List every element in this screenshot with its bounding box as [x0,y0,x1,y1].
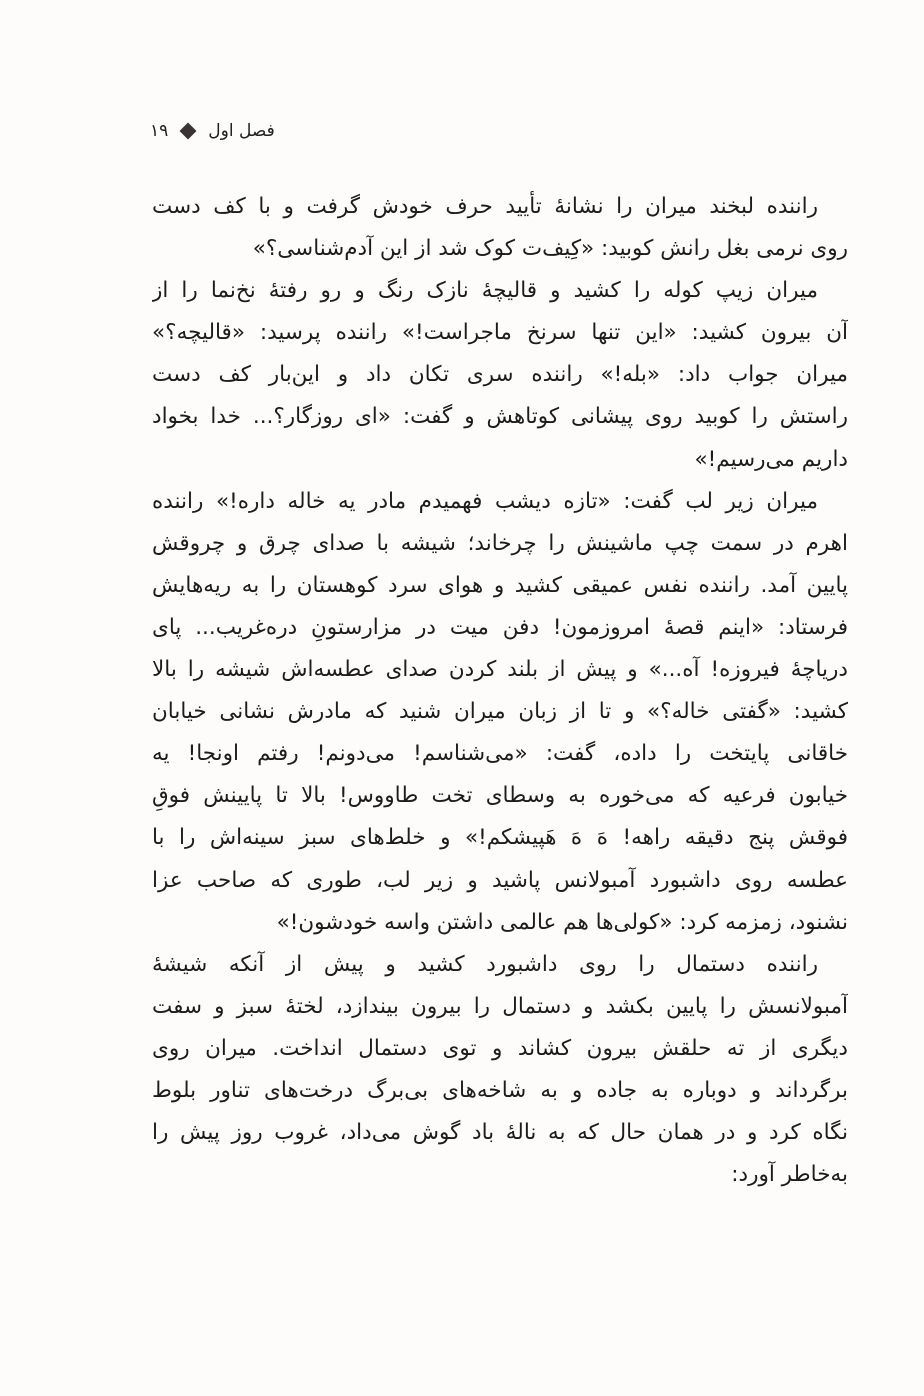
text-line: خاقانی پایتخت را داده، گفت: «می‌شناسم! می‌دونم! رفتم اونجا! یه [152,741,848,767]
text-line: نشنود، زمزمه کرد: «کولی‌ها هم عالمی داشتن واسه خودشون!» [276,909,848,935]
text-line: آن بیرون کشید: «این تنها سرنخ ماجراست!» راننده پرسید: «قالیچه؟» [152,320,848,346]
text-line: راننده لبخند میران را نشانهٔ تأیید حرف خودش گرفت و با کف دست [152,194,818,219]
chapter-title: فصل اول [208,121,275,141]
text-line: پایین آمد. راننده نفس عمیقی کشید و هوای سرد کوهستان را به ریه‌هایش [152,572,848,598]
text-line: اهرم در سمت چپ ماشینش را چرخاند؛ شیشه با صدای چرق و چروقش [152,530,848,556]
running-head [150,116,275,146]
text-line: روی نرمی بغل رانش کوبید: «کِیف‌ت کوک شد از این آدم‌شناسی؟» [252,236,848,262]
text-line: فوقش پنج دقیقه راهه! هَ هَ هَپیشکم!» و خلط‌های سبز سینه‌اش را با [152,825,848,851]
page-number: ۱۹ [150,121,169,141]
body-text [152,186,848,1196]
text-line: کشید: «گفتی خاله؟» و تا از زبان میران شنید که مادرش نشانی خیابان [152,699,848,725]
text-line: داریم می‌رسیم!» [694,446,848,472]
text-line: میران زیر لب گفت: «تازه دیشب فهمیدم مادر یه خاله داره!» راننده [152,488,818,514]
text-line: فرستاد: «اینم قصهٔ امروزمون! دفن میت در مزارستونِ دره‌غریب... پای [152,614,848,640]
text-line: راننده دستمال را روی داشبورد کشید و پیش از آنکه شیشهٔ [152,951,818,977]
text-line: دیگری از ته حلقش بیرون کشاند و توی دستمال انداخت. میران روی [152,1035,848,1061]
text-line: عطسه روی داشبورد آمبولانس پاشید و زیر لب، طوری که صاحب عزا [152,867,848,893]
text-line: برگرداند و دوباره به جاده و به شاخه‌های بی‌برگ درخت‌های تناور بلوط [152,1077,848,1103]
text-line: آمبولانسش را پایین بکشد و دستمال را بیرون بیندازد، لختهٔ سبز و سفت [152,993,848,1019]
text-line: دریاچهٔ فیروزه! آه...» و پیش از بلند کردن صدای عطسه‌اش شیشه را بالا [152,657,848,683]
text-line: میران جواب داد: «بله!» راننده سری تکان داد و این‌بار کف دست [152,362,848,388]
text-line: میران زیپ کوله را کشید و قالیچهٔ نازک رنگ و رو رفتهٔ نخ‌نما را از [152,278,818,304]
text-line: نگاه کرد و در همان حال که به نالهٔ باد گوش می‌داد، غروب روز پیش را [152,1120,848,1146]
text-line: به‌خاطر آورد: [731,1162,848,1188]
text-line: خیابون فرعیه که می‌خوره به وسطای تخت طاووس! بالا تا پایینش فوقِ [152,783,848,809]
diamond-icon [180,123,197,140]
text-line: راستش را کوبید روی پیشانی کوتاهش و گفت: «ای روزگار؟... خدا بخواد [152,404,848,430]
